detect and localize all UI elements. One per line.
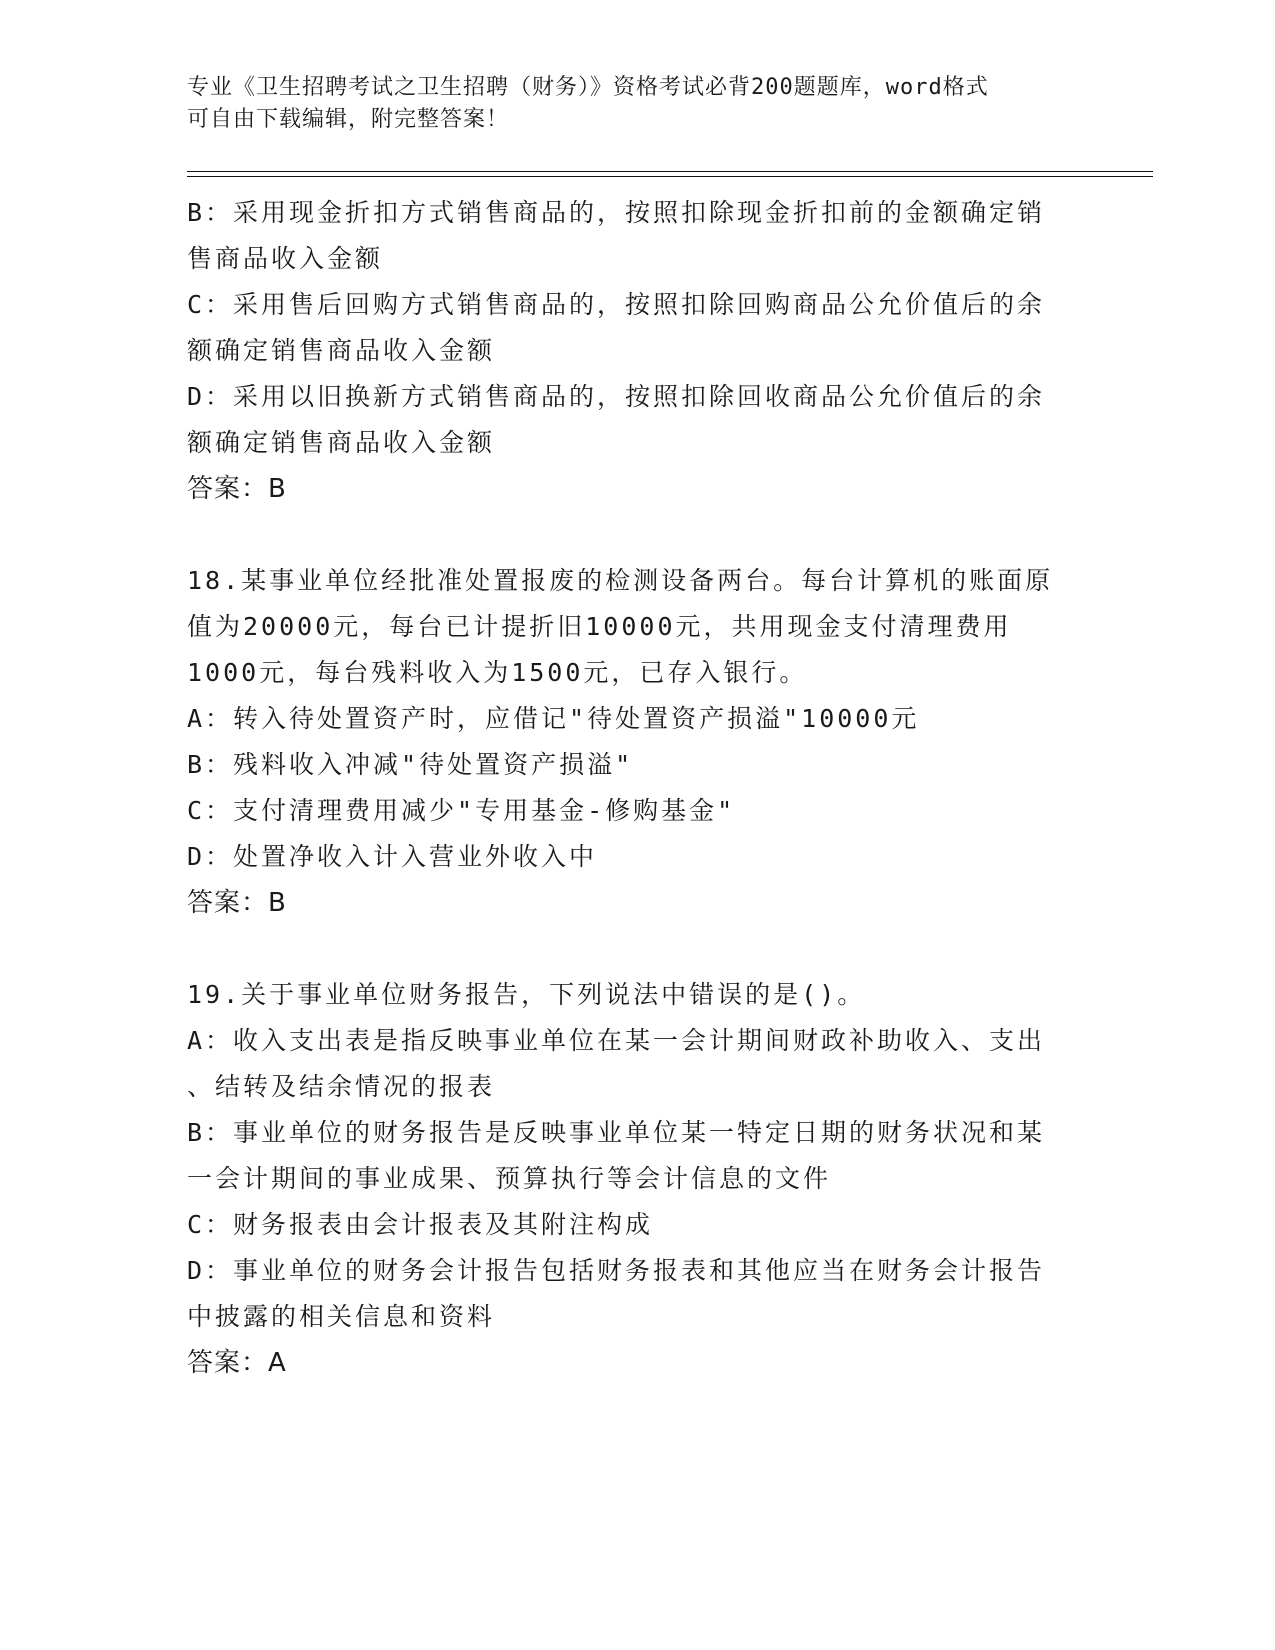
answer-label: 答案：A bbox=[187, 1348, 287, 1378]
option-a-line: A：收入支出表是指反映事业单位在某一会计期间财政补助收入、支出 bbox=[187, 1026, 1046, 1055]
header-rule-bottom bbox=[187, 176, 1153, 177]
answer-label: 答案：B bbox=[187, 888, 287, 918]
option-d-line: D：事业单位的财务会计报告包括财务报表和其他应当在财务会计报告 bbox=[187, 1256, 1046, 1285]
header-line-2: 可自由下载编辑，附完整答案！ bbox=[187, 107, 510, 132]
option-b-line: B：残料收入冲减"待处置资产损溢" bbox=[187, 750, 634, 779]
question-stem-line: 18.某事业单位经批准处置报废的检测设备两台。每台计算机的账面原 bbox=[187, 566, 1054, 595]
option-b-line: B：采用现金折扣方式销售商品的，按照扣除现金折扣前的金额确定销 bbox=[187, 198, 1046, 227]
option-b-line: 售商品收入金额 bbox=[187, 244, 384, 273]
page-header bbox=[187, 72, 1067, 136]
spacer bbox=[187, 512, 1087, 558]
option-a-line: 、结转及结余情况的报表 bbox=[187, 1072, 496, 1101]
option-d-line: 中披露的相关信息和资料 bbox=[187, 1302, 496, 1331]
option-b-line: B：事业单位的财务报告是反映事业单位某一特定日期的财务状况和某 bbox=[187, 1118, 1046, 1147]
option-a-line: A：转入待处置资产时，应借记"待处置资产损溢"10000元 bbox=[187, 704, 920, 733]
question-stem-line: 值为20000元，每台已计提折旧10000元，共用现金支付清理费用 bbox=[187, 612, 1012, 641]
question-stem-line: 1000元，每台残料收入为1500元，已存入银行。 bbox=[187, 658, 808, 687]
question-17-continued bbox=[187, 190, 1087, 512]
option-c-line: C：财务报表由会计报表及其附注构成 bbox=[187, 1210, 654, 1239]
option-d-line: 额确定销售商品收入金额 bbox=[187, 428, 496, 457]
option-c-line: C：采用售后回购方式销售商品的，按照扣除回购商品公允价值后的余 bbox=[187, 290, 1046, 319]
option-d-line: D：处置净收入计入营业外收入中 bbox=[187, 842, 598, 871]
document-body bbox=[187, 190, 1087, 1386]
header-line-1: 专业《卫生招聘考试之卫生招聘（财务）》资格考试必背200题题库，word格式 bbox=[187, 75, 989, 100]
option-c-line: 额确定销售商品收入金额 bbox=[187, 336, 496, 365]
question-19 bbox=[187, 972, 1087, 1386]
question-stem-line: 19.关于事业单位财务报告，下列说法中错误的是()。 bbox=[187, 980, 866, 1009]
option-d-line: D：采用以旧换新方式销售商品的，按照扣除回收商品公允价值后的余 bbox=[187, 382, 1046, 411]
option-b-line: 一会计期间的事业成果、预算执行等会计信息的文件 bbox=[187, 1164, 832, 1193]
spacer bbox=[187, 926, 1087, 972]
question-18 bbox=[187, 558, 1087, 926]
answer-label: 答案：B bbox=[187, 474, 287, 504]
header-rule-top bbox=[187, 171, 1153, 172]
option-c-line: C：支付清理费用减少"专用基金-修购基金" bbox=[187, 796, 736, 825]
